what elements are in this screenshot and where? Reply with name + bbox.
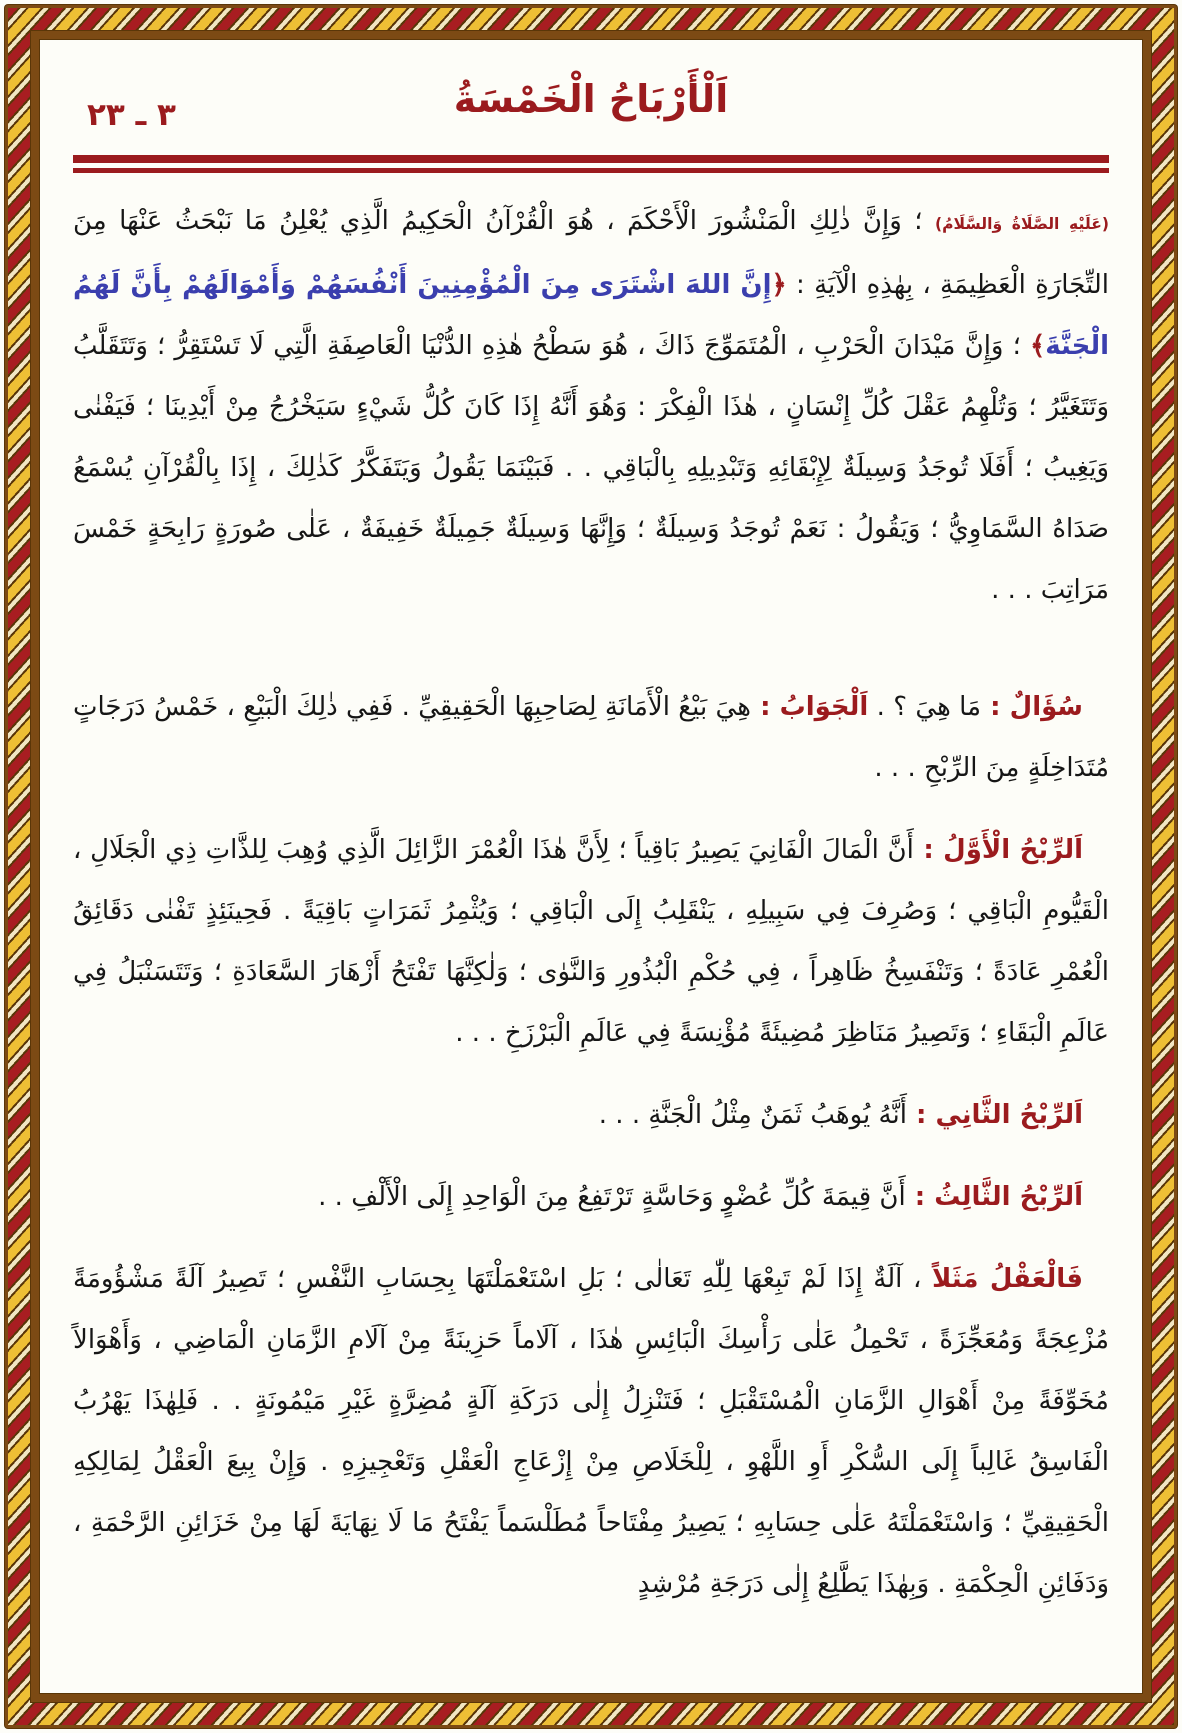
body-text: ، آلَةٌ إِذَا لَمْ تَبِعْهَا لِلّٰهِ تَعَالٰى ؛ بَلِ اسْتَعْمَلْتَهَا بِحِسَابِ النَّفْسِ ؛ تَصِيرُ آلَةً مَشْؤُومَةً مُزْعِجَةً وَمُعَجِّزَةً ، تَحْمِلُ عَلٰى رَأْسِكَ الْبَائِسِ هٰذَا ، آلَاماً حَزِينَةً مِنْ آلَامِ الزَّمَانِ الْمَاضِي ، وَأَهْوَالاً مُخَوِّفَةً مِنْ أَهْوَالِ الزَّمَانِ الْمُسْتَقْبَلِ ؛ فَتَنْزِلُ إِلٰى دَرَكَةِ آلَةٍ مُضِرَّةٍ غَيْرِ مَيْمُونَةٍ . . فَلِهٰذَا يَهْرُبُ الْفَاسِقُ غَالِباً إِلَى السُّكْرِ أَوِ اللَّهْوِ ، لِلْخَلَاصِ مِنْ إِزْعَاجِ الْعَقْلِ وَتَعْجِيزِهِ . وَإِنْ بِيعَ الْعَقْلُ لِمَالِكِهِ الْحَقِيقِيِّ ؛ وَاسْتَعْمَلْتَهُ عَلٰى حِسَابِهِ ؛ يَصِيرُ مِفْتَاحاً مُطَلْسَماً يَفْتَحُ مَا لَا نِهَايَةَ لَهَا مِنْ خَزَائِنِ الرَّحْمَةِ ، وَدَفَائِنِ الْحِكْمَةِ . وَبِهٰذَا يَطَّلِعُ إِلٰى دَرَجَةِ مُرْشِدٍ bbox=[73, 1264, 1109, 1599]
paragraph-mind-example bbox=[73, 1249, 1109, 1615]
mind-example-label: فَالْعَقْلُ مَثَلاً bbox=[932, 1264, 1083, 1294]
paragraph-first-profit bbox=[73, 820, 1109, 1064]
border-chain-pattern bbox=[8, 8, 1174, 1725]
body-text: أَنَّ الْمَالَ الْفَانِيَ يَصِيرُ بَاقِياً ؛ لِأَنَّ هٰذَا الْعُمْرَ الزَّائِلَ الَّذِي وُهِبَ لِلذَّاتِ ذِي الْجَلَالِ ، الْقَيُّومِ الْبَاقِي ؛ وَصُرِفَ فِي سَبِيلِهِ ، يَنْقَلِبُ إِلَى الْبَاقِي ؛ وَيُثْمِرُ ثَمَرَاتٍ بَاقِيَةً . فَحِينَئِذٍ تَفْنٰى دَقَائِقُ الْعُمْرِ عَادَةً ؛ وَتَنْفَسِخُ ظَاهِراً ، فِي حُكْمِ الْبُذُورِ وَالنَّوٰى ؛ وَلٰكِنَّهَا تَفْتَحُ أَزْهَارَ السَّعَادَةِ ؛ وَتَتَسَنْبَلُ فِي عَالَمِ الْبَقَاءِ ؛ وَتَصِيرُ مَنَاظِرَ مُضِيئَةً مُؤْنِسَةً فِي عَالَمِ الْبَرْزَخِ . . . bbox=[73, 835, 1109, 1048]
paragraph-question-answer bbox=[73, 677, 1109, 799]
quran-verse: إِنَّ اللهَ اشْتَرَى مِنَ الْمُؤْمِنِينَ أَنْفُسَهُمْ وَأَمْوَالَهُمْ بِأَنَّ لَهُمُ الْجَنَّةَ bbox=[73, 270, 1109, 361]
question-label: سُؤَالٌ : bbox=[981, 692, 1083, 722]
body-text: ؛ وَإِنَّ ذٰلِكِ الْمَنْشُورَ الْأَحْكَمَ ، هُوَ الْقُرْآنُ الْحَكِيمُ الَّذِي يُعْلِنُ مَا نَبْحَثُ عَنْهَا مِنَ التِّجَارَةِ الْعَظِيمَةِ ، بِهٰذِهِ الْآيَةِ : bbox=[73, 206, 1110, 300]
document-body bbox=[73, 191, 1109, 1615]
salutation-seal: (عَلَيْهِ الصَّلَاةُ وَالسَّلَامُ) bbox=[935, 215, 1109, 233]
body-text: أَنَّهُ يُوهَبُ ثَمَنٌ مِثْلُ الْجَنَّةِ . . . bbox=[598, 1100, 907, 1130]
verse-open-bracket: ﴿ bbox=[771, 270, 787, 300]
paragraph-intro bbox=[73, 191, 1109, 621]
verse-close-bracket: ﴾ bbox=[1029, 331, 1046, 361]
paragraph-second-profit bbox=[73, 1085, 1109, 1146]
second-profit-label: اَلرِّبْحُ الثَّانِي : bbox=[906, 1100, 1083, 1130]
body-text: هِيَ بَيْعُ الْأَمَانَةِ لِصَاحِبِهَا الْحَقِيقِيِّ . فَفِي ذٰلِكَ الْبَيْعِ ، خَمْسُ دَرَجَاتٍ مُتَدَاخِلَةٍ مِنَ الرِّبْحِ . . . bbox=[73, 692, 1109, 783]
ornamental-border bbox=[5, 5, 1177, 1728]
page-content bbox=[31, 31, 1151, 1702]
title-divider bbox=[73, 155, 1109, 173]
page-number: ٣ ـ ٢٣ bbox=[87, 97, 176, 133]
first-profit-label: اَلرِّبْحُ الْأَوَّلُ : bbox=[913, 835, 1083, 865]
third-profit-label: اَلرِّبْحُ الثَّالِثُ : bbox=[905, 1182, 1083, 1212]
body-text: ؛ وَإِنَّ مَيْدَانَ الْحَرْبِ ، الْمُتَمَوِّجَ ذَاكَ ، هُوَ سَطْحُ هٰذِهِ الدُّنْيَا الْعَاصِفَةِ الَّتِي لَا تَسْتَقِرُّ ؛ وَتَتَقَلَّبُ وَتَتَغَيَّرُ ؛ وَتُلْهِمُ عَقْلَ كُلِّ إِنْسَانٍ ، هٰذَا الْفِكْرَ : وَهُوَ أَنَّهُ إِذَا كَانَ كُلُّ شَيْءٍ سَيَخْرُجُ مِنْ أَيْدِينَا ؛ فَيَفْنٰى وَيَغِيبُ ؛ أَفَلَا تُوجَدُ وَسِيلَةٌ لِإِبْقَائِهِ وَتَبْدِيلِهِ بِالْبَاقِي . . فَبَيْنَمَا يَقُولُ وَيَتَفَكَّرُ كَذٰلِكَ ، إِذَا بِالْقُرْآنِ يُسْمَعُ صَدَاهُ السَّمَاوِيُّ ؛ وَيَقُولُ : نَعَمْ تُوجَدُ وَسِيلَةٌ ؛ وَإِنَّهَا وَسِيلَةٌ جَمِيلَةٌ خَفِيفَةٌ ، عَلٰى صُورَةٍ رَابِحَةٍ خَمْسَ مَرَاتِبَ . . . bbox=[73, 331, 1109, 605]
answer-label: اَلْجَوَابُ : bbox=[750, 692, 869, 722]
page-title: اَلْأَرْبَاحُ الْخَمْسَةُ bbox=[453, 77, 729, 121]
body-text: مَا هِيَ ؟ . bbox=[868, 692, 981, 722]
page-header bbox=[73, 63, 1109, 147]
body-text: أَنَّ قِيمَةَ كُلِّ عُضْوٍ وَحَاسَّةٍ تَرْتَفِعُ مِنَ الْوَاحِدِ إِلَى الْأَلْفِ . . bbox=[318, 1182, 906, 1212]
paragraph-third-profit bbox=[73, 1167, 1109, 1228]
